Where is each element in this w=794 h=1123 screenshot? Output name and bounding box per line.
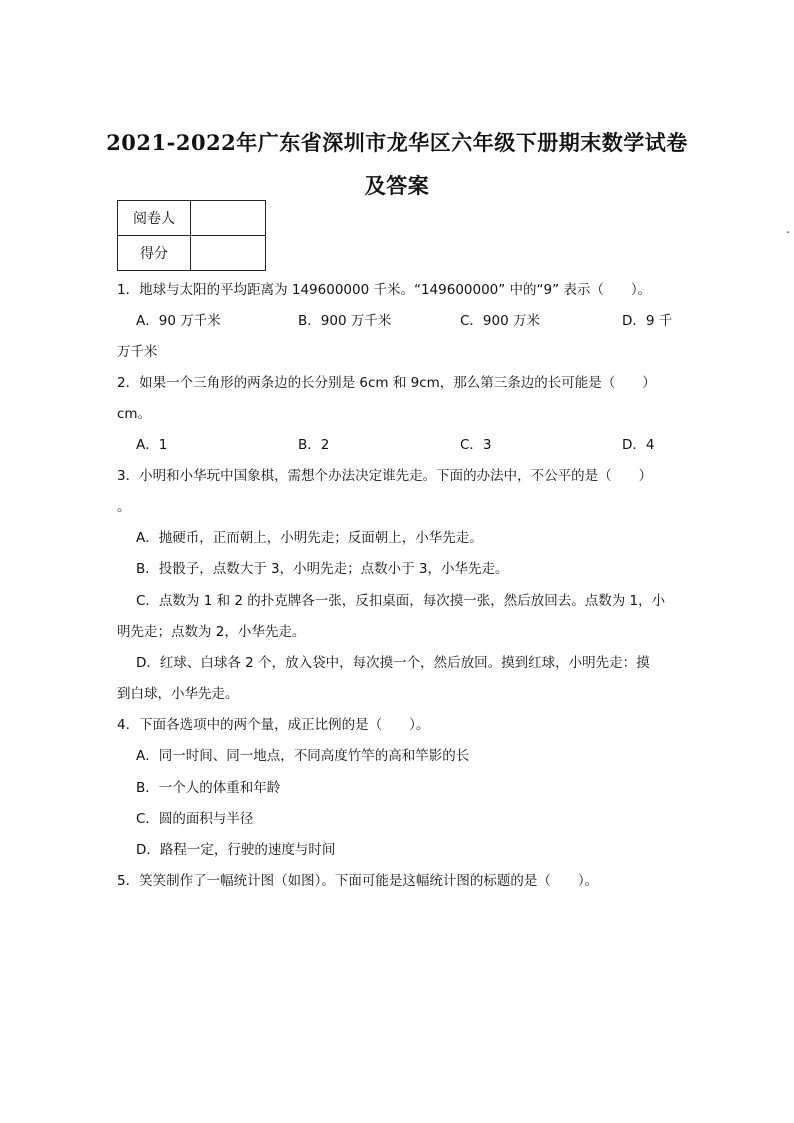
page-title-line-2: 及答案	[364, 173, 430, 198]
score-label: 得分	[118, 236, 191, 271]
grader-label: 阅卷人	[118, 201, 191, 236]
question-3-option-a: A．抛硬币，正而朝上，小明先走；反面朝上，小华先走。	[136, 530, 483, 546]
question-1-option-a: A．90 万千米	[136, 313, 221, 329]
question-3-option-d: D．红球、白球各 2 个，放入袋中，每次摸一个，然后放回。摸到红球，小明先走：摸	[136, 655, 650, 671]
question-1-wrap: 万千米	[117, 344, 158, 360]
score-table	[117, 200, 266, 271]
question-4-option-c: C．圆的面积与半径	[136, 811, 254, 827]
question-4-option-a: A．同一时间、同一地点，不同高度竹竿的高和竿影的长	[136, 748, 470, 764]
score-table-row	[118, 236, 266, 271]
grader-cell	[191, 201, 266, 236]
question-1-option-c: C．900 万米	[460, 313, 540, 329]
question-2-option-d: D．4	[622, 437, 655, 453]
margin-mark: -	[786, 227, 790, 238]
question-3-stem: 3．小明和小华玩中国象棋，需想个办法决定谁先走。下面的办法中，不公平的是（ ）	[117, 468, 653, 484]
question-3-option-b: B．投骰子，点数大于 3，小明先走；点数小于 3，小华先走。	[136, 561, 509, 577]
question-4-option-d: D．路程一定，行驶的速度与时间	[136, 842, 336, 858]
question-4-stem: 4．下面各选项中的两个量，成正比例的是（ ）。	[117, 717, 430, 733]
question-2-stem: 2．如果一个三角形的两条边的长分别是 6cm 和 9cm，那么第三条边的长可能是（ ）	[117, 375, 656, 391]
question-2-wrap: cm。	[117, 406, 152, 422]
question-3-wrap: 。	[117, 499, 131, 515]
question-2-option-a: A．1	[136, 437, 168, 453]
question-1-stem: 1．地球与太阳的平均距离为 149600000 千米。“149600000” 中的“9” 表示（ ）。	[117, 282, 652, 298]
score-cell	[191, 236, 266, 271]
question-3-option-c: C．点数为 1 和 2 的扑克牌各一张，反扣桌面，每次摸一张，然后放回去。点数为 1，小	[136, 593, 666, 609]
page-title-line-1: 2021-2022年广东省深圳市龙华区六年级下册期末数学试卷	[106, 130, 688, 155]
question-1-option-d: D．9 千	[622, 313, 673, 329]
question-2-option-c: C．3	[460, 437, 492, 453]
question-5-stem: 5．笑笑制作了一幅统计图（如图）。下面可能是这幅统计图的标题的是（ ）。	[117, 873, 599, 889]
question-4-option-b: B．一个人的体重和年龄	[136, 780, 281, 796]
question-2-option-b: B．2	[298, 437, 330, 453]
question-3-option-d-wrap: 到白球，小华先走。	[117, 686, 239, 702]
question-3-option-c-wrap: 明先走；点数为 2，小华先走。	[117, 624, 306, 640]
question-1-option-b: B．900 万千米	[298, 313, 392, 329]
score-table-row	[118, 201, 266, 236]
